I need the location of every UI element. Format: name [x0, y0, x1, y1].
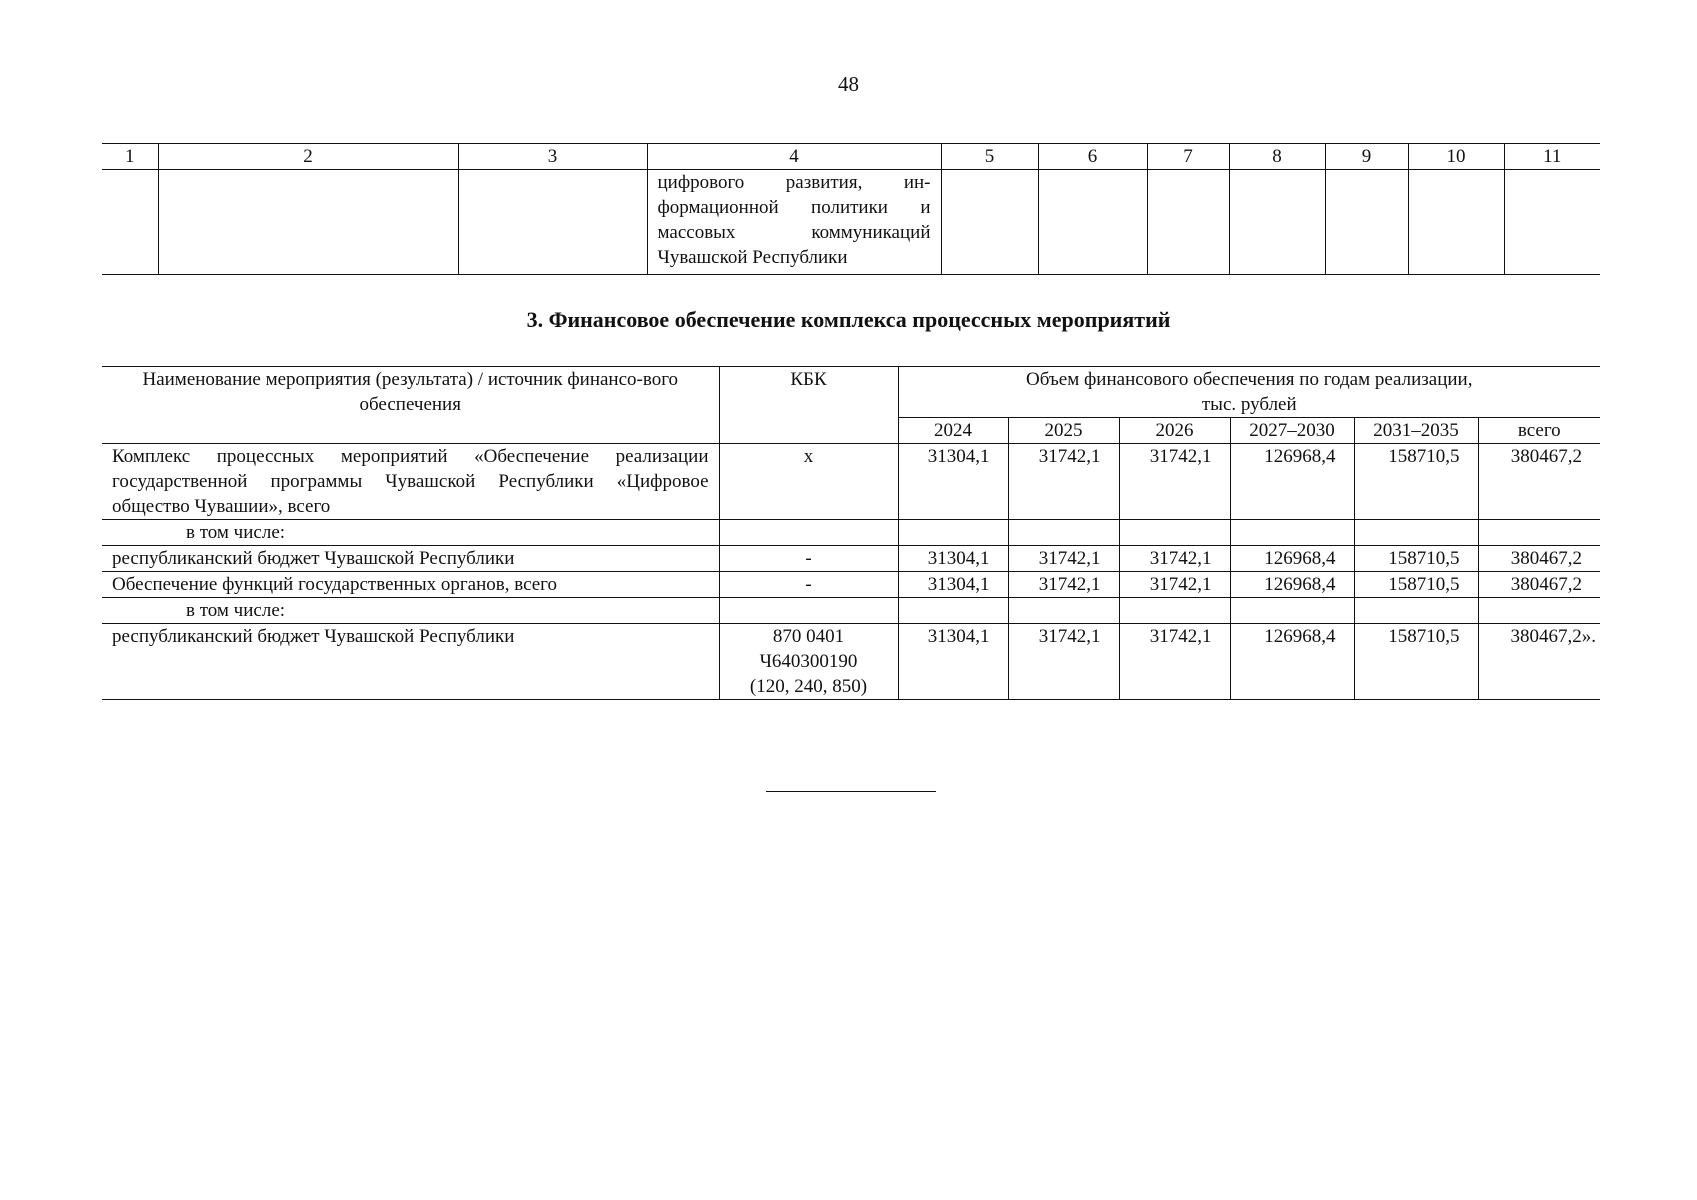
- value-cell: 31304,1: [898, 572, 1008, 598]
- table-cell: [1408, 170, 1504, 275]
- header-year: 2025: [1008, 418, 1119, 444]
- header-volume: Объем финансового обеспечения по годам реализации, тыс. рублей: [898, 367, 1600, 418]
- value-cell: [1119, 520, 1230, 546]
- column-number: 6: [1038, 144, 1147, 170]
- header-year: 2027–2030: [1230, 418, 1354, 444]
- value-cell: 31742,1: [1008, 624, 1119, 700]
- section-title: 3. Финансовое обеспечение комплекса процессных мероприятий: [526, 307, 1171, 332]
- table-row: [102, 572, 1600, 598]
- value-cell: 31742,1: [1119, 444, 1230, 520]
- table-row: [102, 624, 1600, 700]
- table-row: [102, 444, 1600, 520]
- value-cell: [1230, 598, 1354, 624]
- value-cell: [1008, 520, 1119, 546]
- table-cell: [102, 170, 158, 275]
- value-cell: 380467,2».: [1478, 624, 1600, 700]
- value-cell: [1354, 520, 1478, 546]
- value-cell: [1478, 598, 1600, 624]
- value-cell: 31742,1: [1119, 624, 1230, 700]
- value-cell: 31304,1: [898, 444, 1008, 520]
- header-year: всего: [1478, 418, 1600, 444]
- row-kbk: -: [719, 546, 898, 572]
- row-name: в том числе:: [102, 598, 719, 624]
- header-year: 2031–2035: [1354, 418, 1478, 444]
- value-cell: 31742,1: [1119, 546, 1230, 572]
- column-number: 11: [1504, 144, 1600, 170]
- column-number: 4: [647, 144, 941, 170]
- table-cell: [1325, 170, 1408, 275]
- value-cell: 126968,4: [1230, 572, 1354, 598]
- page-number: 48: [838, 72, 859, 96]
- responsible-executor-cell: [647, 170, 941, 275]
- table-row: [102, 546, 1600, 572]
- value-cell: 380467,2: [1478, 546, 1600, 572]
- column-number: 10: [1408, 144, 1504, 170]
- value-cell: 31304,1: [898, 546, 1008, 572]
- value-cell: 158710,5: [1354, 624, 1478, 700]
- row-kbk: [719, 598, 898, 624]
- value-cell: 31304,1: [898, 624, 1008, 700]
- header-year: 2026: [1119, 418, 1230, 444]
- row-name: республиканский бюджет Чувашской Республики: [102, 624, 719, 700]
- column-number: 9: [1325, 144, 1408, 170]
- text-line: цифрового развития, ин-: [657, 172, 931, 193]
- header-kbk: КБК: [719, 367, 898, 444]
- header-name: Наименование мероприятия (результата) / источник финансо-вого обеспечения: [102, 367, 719, 444]
- table-row: [102, 520, 1600, 546]
- table-cell: [1229, 170, 1325, 275]
- row-name: в том числе:: [102, 520, 719, 546]
- value-cell: [1008, 598, 1119, 624]
- table-cell: [1038, 170, 1147, 275]
- row-kbk: [719, 624, 898, 700]
- text-line: формационной политики и: [657, 197, 931, 218]
- value-cell: 158710,5: [1354, 444, 1478, 520]
- header-year: 2024: [898, 418, 1008, 444]
- value-cell: 31742,1: [1008, 572, 1119, 598]
- column-number: 5: [941, 144, 1038, 170]
- value-cell: [1354, 598, 1478, 624]
- value-cell: 31742,1: [1008, 444, 1119, 520]
- table-row: [102, 598, 1600, 624]
- value-cell: [1119, 598, 1230, 624]
- value-cell: 380467,2: [1478, 444, 1600, 520]
- finance-table: [102, 366, 1600, 700]
- kbk-line: Ч640300190: [759, 651, 858, 672]
- end-divider: [766, 791, 936, 792]
- value-cell: [1230, 520, 1354, 546]
- row-name: Комплекс процессных мероприятий «Обеспечение реализации государственной программы Чувашской Республики «Цифровое общество Чувашии», всего: [102, 444, 719, 520]
- value-cell: [898, 598, 1008, 624]
- value-cell: [1478, 520, 1600, 546]
- row-name: Обеспечение функций государственных органов, всего: [102, 572, 719, 598]
- value-cell: 126968,4: [1230, 624, 1354, 700]
- column-number: 1: [102, 144, 158, 170]
- value-cell: 126968,4: [1230, 444, 1354, 520]
- kbk-line: (120, 240, 850): [749, 676, 868, 697]
- row-name: республиканский бюджет Чувашской Республики: [102, 546, 719, 572]
- value-cell: 158710,5: [1354, 572, 1478, 598]
- table-cell: [458, 170, 647, 275]
- value-cell: [898, 520, 1008, 546]
- value-cell: 126968,4: [1230, 546, 1354, 572]
- table-cell: [158, 170, 458, 275]
- row-kbk: [719, 520, 898, 546]
- column-number: 2: [158, 144, 458, 170]
- column-number: 7: [1147, 144, 1229, 170]
- column-number: 8: [1229, 144, 1325, 170]
- table-cell: [1147, 170, 1229, 275]
- row-kbk: x: [719, 444, 898, 520]
- column-number: 3: [458, 144, 647, 170]
- table-cell: [941, 170, 1038, 275]
- table-cell: [1504, 170, 1600, 275]
- value-cell: 158710,5: [1354, 546, 1478, 572]
- value-cell: 380467,2: [1478, 572, 1600, 598]
- column-number-row: [102, 144, 1600, 170]
- text-line: массовых коммуникаций: [657, 222, 931, 243]
- continued-table: [102, 143, 1600, 275]
- header-row: [102, 367, 1600, 418]
- table-row: [102, 170, 1600, 275]
- value-cell: 31742,1: [1008, 546, 1119, 572]
- row-kbk: -: [719, 572, 898, 598]
- value-cell: 31742,1: [1119, 572, 1230, 598]
- kbk-line: 870 0401: [772, 626, 845, 647]
- text-line: Чувашской Республики: [657, 247, 848, 268]
